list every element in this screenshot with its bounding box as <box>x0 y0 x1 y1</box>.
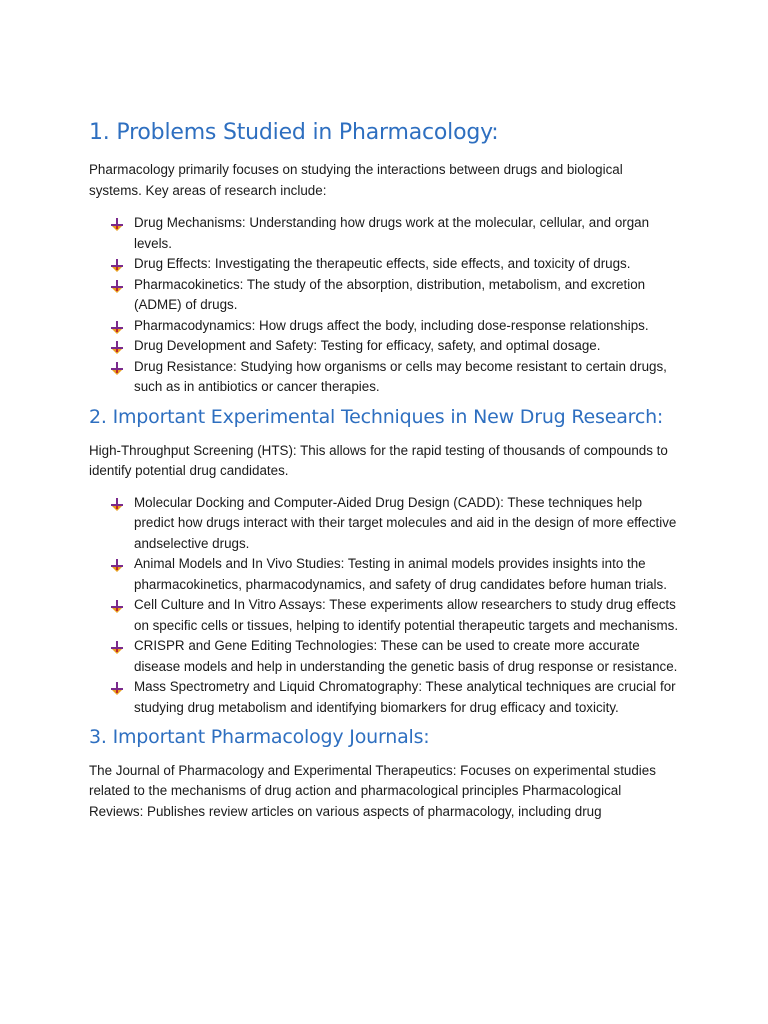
list-item-text: Molecular Docking and Computer-Aided Drug Design (CADD): These techniques help predict how drugs interact with their target molecules and aid in the design of more effective andselective drugs. <box>134 494 677 551</box>
list-item <box>89 493 679 555</box>
list-item-text: Animal Models and In Vivo Studies: Testing in animal models provides insights into the pharmacokinetics, pharmacodynamics, and safety of drug candidates before human trials. <box>134 556 667 592</box>
list-item-text: Cell Culture and In Vitro Assays: These experiments allow researchers to study drug effects on specific cells or tissues, helping to identify potential therapeutic targets and mechanisms. <box>134 597 679 633</box>
list-item <box>89 275 679 316</box>
list-item-text: Drug Development and Safety: Testing for efficacy, safety, and optimal dosage. <box>134 338 601 354</box>
section-2-intro: High-Throughput Screening (HTS): This allows for the rapid testing of thousands of compounds to identify potential drug candidates. <box>89 442 668 479</box>
list-item <box>89 554 679 595</box>
arrow-down-bullet-icon <box>111 497 123 510</box>
list-item-text: Mass Spectrometry and Liquid Chromatography: These analytical techniques are crucial for studying drug metabolism and identifying biomarkers for drug efficacy and toxicity. <box>134 679 676 715</box>
arrow-down-bullet-icon <box>111 640 123 653</box>
list-item-text: CRISPR and Gene Editing Technologies: These can be used to create more accurate disease models and help in understanding the genetic basis of drug response or resistance. <box>134 638 678 674</box>
arrow-down-bullet-icon <box>111 361 123 374</box>
section-3-heading: 3. Important Pharmacology Journals: <box>89 726 430 749</box>
list-item <box>89 677 679 718</box>
list-item <box>89 213 679 254</box>
list-item-text: Pharmacodynamics: How drugs affect the body, including dose-response relationships. <box>134 317 649 333</box>
list-item <box>89 254 679 275</box>
list-item-text: Drug Resistance: Studying how organisms or cells may become resistant to certain drugs, such as in antibiotics or cancer therapies. <box>134 358 667 395</box>
list-item-text: Drug Mechanisms: Understanding how drugs work at the molecular, cellular, and organ levels. <box>134 215 650 251</box>
list-item <box>89 636 679 677</box>
list-item <box>89 357 679 398</box>
list-item-text: Drug Effects: Investigating the therapeutic effects, side effects, and toxicity of drugs. <box>134 256 631 272</box>
section-1-list <box>89 213 679 398</box>
list-item <box>89 316 679 337</box>
list-item <box>89 336 679 357</box>
arrow-down-bullet-icon <box>111 320 123 333</box>
arrow-down-bullet-icon <box>111 340 123 353</box>
arrow-down-bullet-icon <box>111 217 123 230</box>
list-item-text: Pharmacokinetics: The study of the absorption, distribution, metabolism, and excretion (ADME) of drugs. <box>134 276 646 313</box>
section-2-list <box>89 493 679 719</box>
arrow-down-bullet-icon <box>111 681 123 694</box>
arrow-down-bullet-icon <box>111 258 123 271</box>
section-1-intro: Pharmacology primarily focuses on studying the interactions between drugs and biological systems. Key areas of research include: <box>89 162 623 198</box>
list-item <box>89 595 679 636</box>
section-3-intro: The Journal of Pharmacology and Experimental Therapeutics: Focuses on experimental studies related to the mechanisms of drug action and pharmacological principles Pharmacological Reviews: Publishes review articles on various aspects of pharmacology, including drug <box>89 762 656 819</box>
arrow-down-bullet-icon <box>111 599 123 612</box>
arrow-down-bullet-icon <box>111 558 123 571</box>
arrow-down-bullet-icon <box>111 279 123 292</box>
section-1-heading: 1. Problems Studied in Pharmacology: <box>89 120 499 145</box>
section-2-heading: 2. Important Experimental Techniques in New Drug Research: <box>89 405 664 428</box>
document-page <box>89 118 679 822</box>
